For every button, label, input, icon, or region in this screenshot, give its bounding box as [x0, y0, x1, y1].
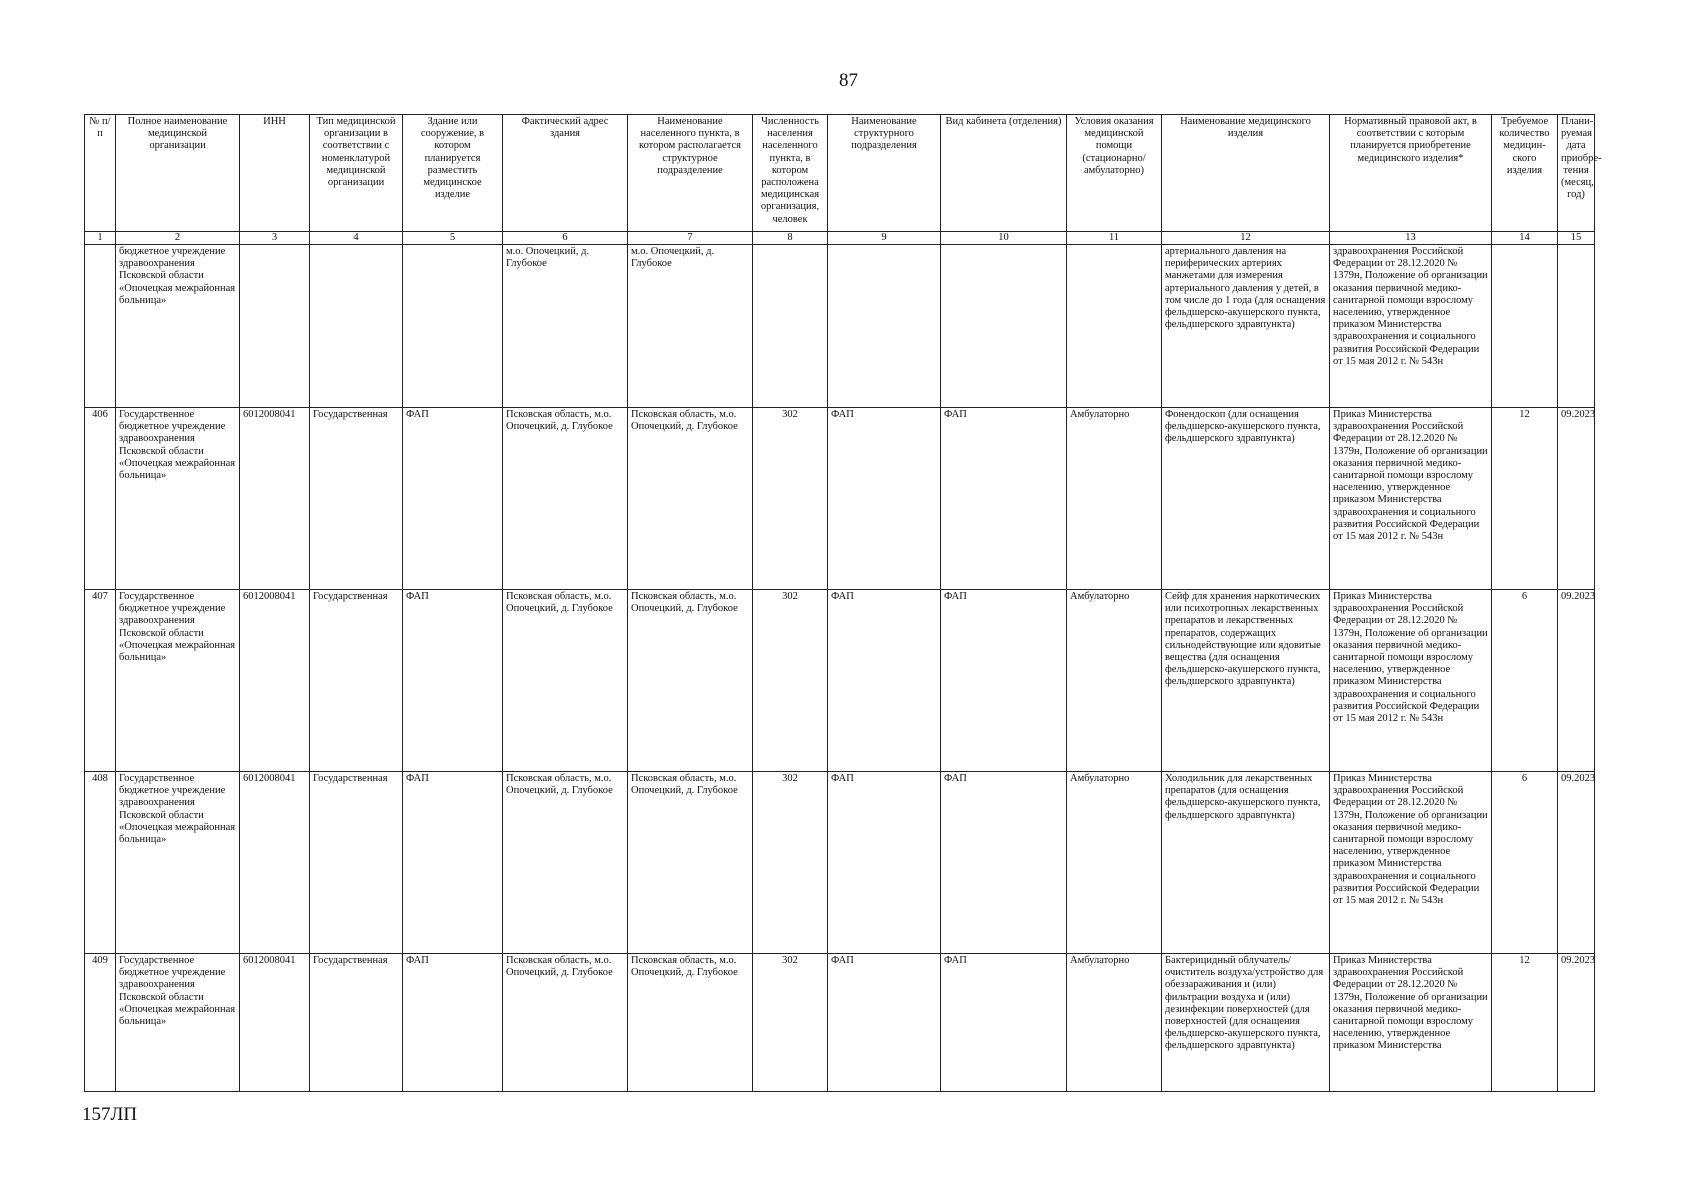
settlement: Псковская область, м.о. Опочецкий, д. Глубокое [628, 772, 753, 954]
org-type: Государственная [310, 954, 403, 1092]
building: ФАП [403, 954, 503, 1092]
table-row [85, 590, 1595, 772]
legal-act: Приказ Министерства здравоохранения Российской Федерации от 28.12.2020 № 1379н, Положение об организации оказания первичной медико-санитарной помощи взрослому населению, утвержденное приказом Министерства здравоохранения и социального развития Российской Федерации от 15 мая 2012 г. № 543н [1330, 772, 1492, 954]
settlement: Псковская область, м.о. Опочецкий, д. Глубокое [628, 408, 753, 590]
settlement: м.о. Опочецкий, д. Глубокое [628, 245, 753, 408]
row-number: 406 [85, 408, 116, 590]
inn [240, 245, 310, 408]
org-name: бюджетное учреждение здравоохранения Псковской области «Опочецкая межрайонная больница» [116, 245, 240, 408]
column-number: 10 [941, 232, 1067, 245]
row-number: 407 [85, 590, 116, 772]
conditions: Амбулаторно [1067, 590, 1162, 772]
footer-code: 157ЛП [82, 1104, 138, 1125]
unit [828, 245, 941, 408]
quantity: 12 [1492, 954, 1558, 1092]
column-number: 7 [628, 232, 753, 245]
org-type: Государственная [310, 408, 403, 590]
table-row [85, 772, 1595, 954]
header-cell: Численность населения населенного пункта, в котором расположена медицинская организация, человек [753, 115, 828, 232]
settlement: Псковская область, м.о. Опочецкий, д. Глубокое [628, 590, 753, 772]
population [753, 245, 828, 408]
quantity: 12 [1492, 408, 1558, 590]
header-cell: ИНН [240, 115, 310, 232]
conditions: Амбулаторно [1067, 772, 1162, 954]
header-cell: Фактический адрес здания [503, 115, 628, 232]
conditions [1067, 245, 1162, 408]
quantity: 6 [1492, 590, 1558, 772]
header-cell: Нормативный правовой акт, в соответствии с которым планируется приобретение медицинского изделия* [1330, 115, 1492, 232]
column-number-row [85, 232, 1595, 245]
header-cell: Наименование структурного подразделения [828, 115, 941, 232]
inn: 6012008041 [240, 772, 310, 954]
legal-act: здравоохранения Российской Федерации от 28.12.2020 № 1379н, Положение об организации оказания первичной медико-санитарной помощи взрослому населению, утвержденное приказом Министерства здравоохранения и социального развития Российской Федерации от 15 мая 2012 г. № 543н [1330, 245, 1492, 408]
address: Псковская область, м.о. Опочецкий, д. Глубокое [503, 590, 628, 772]
building: ФАП [403, 772, 503, 954]
purchase-date: 09.2023 [1558, 408, 1595, 590]
column-number: 4 [310, 232, 403, 245]
cabinet: ФАП [941, 408, 1067, 590]
device-name: Бактерицидный облучатель/очиститель воздуха/устройство для обеззараживания и (или) фильтрации воздуха и (или) дезинфекции поверхностей (для поверхностей (для оснащения фельдшерско-акушерского пункта, фельдшерского здравпункта) [1162, 954, 1330, 1092]
population: 302 [753, 408, 828, 590]
org-name: Государственное бюджетное учреждение здравоохранения Псковской области «Опочецкая межрайонная больница» [116, 590, 240, 772]
purchase-date: 09.2023 [1558, 772, 1595, 954]
column-number: 13 [1330, 232, 1492, 245]
header-cell: Требуемое количество медицин-ского изделия [1492, 115, 1558, 232]
row-number: 408 [85, 772, 116, 954]
conditions: Амбулаторно [1067, 408, 1162, 590]
device-name: Сейф для хранения наркотических или психотропных лекарственных препаратов и лекарственных препаратов, содержащих сильнодействующие или ядовитые вещества (для оснащения фельдшерско-акушерского пункта, фельдшерского здравпункта) [1162, 590, 1330, 772]
org-name: Государственное бюджетное учреждение здравоохранения Псковской области «Опочецкая межрайонная больница» [116, 954, 240, 1092]
cabinet: ФАП [941, 772, 1067, 954]
cabinet: ФАП [941, 954, 1067, 1092]
address: Псковская область, м.о. Опочецкий, д. Глубокое [503, 954, 628, 1092]
header-cell: № п/п [85, 115, 116, 232]
cabinet: ФАП [941, 590, 1067, 772]
inn: 6012008041 [240, 590, 310, 772]
purchase-date [1558, 245, 1595, 408]
unit: ФАП [828, 590, 941, 772]
column-number: 15 [1558, 232, 1595, 245]
column-number: 14 [1492, 232, 1558, 245]
purchase-date: 09.2023 [1558, 954, 1595, 1092]
address: м.о. Опочецкий, д. Глубокое [503, 245, 628, 408]
legal-act: Приказ Министерства здравоохранения Российской Федерации от 28.12.2020 № 1379н, Положение об организации оказания первичной медико-санитарной помощи взрослому населению, утвержденное приказом Министерства здравоохранения и социального развития Российской Федерации от 15 мая 2012 г. № 543н [1330, 408, 1492, 590]
legal-act: Приказ Министерства здравоохранения Российской Федерации от 28.12.2020 № 1379н, Положение об организации оказания первичной медико-санитарной помощи взрослому населению, утвержденное приказом Министерства здравоохранения и социального развития Российской Федерации от 15 мая 2012 г. № 543н [1330, 590, 1492, 772]
inn: 6012008041 [240, 954, 310, 1092]
inn: 6012008041 [240, 408, 310, 590]
unit: ФАП [828, 954, 941, 1092]
table-row [85, 245, 1595, 408]
column-number: 1 [85, 232, 116, 245]
population: 302 [753, 954, 828, 1092]
quantity: 6 [1492, 772, 1558, 954]
column-number: 2 [116, 232, 240, 245]
address: Псковская область, м.о. Опочецкий, д. Глубокое [503, 408, 628, 590]
header-cell: Наименование населенного пункта, в котором располагается структурное подразделение [628, 115, 753, 232]
settlement: Псковская область, м.о. Опочецкий, д. Глубокое [628, 954, 753, 1092]
column-number: 6 [503, 232, 628, 245]
org-name: Государственное бюджетное учреждение здравоохранения Псковской области «Опочецкая межрайонная больница» [116, 408, 240, 590]
building: ФАП [403, 408, 503, 590]
building: ФАП [403, 590, 503, 772]
page-number: 87 [839, 70, 858, 91]
row-number: 409 [85, 954, 116, 1092]
header-cell: Вид кабинета (отделения) [941, 115, 1067, 232]
table-row [85, 408, 1595, 590]
header-cell: Полное наименование медицинской организации [116, 115, 240, 232]
address: Псковская область, м.о. Опочецкий, д. Глубокое [503, 772, 628, 954]
population: 302 [753, 590, 828, 772]
purchase-date: 09.2023 [1558, 590, 1595, 772]
device-name: артериального давления на периферических артериях манжетами для измерения артериального давления у детей, в том числе до 1 года (для оснащения фельдшерско-акушерского пункта, фельдшерского здравпункта) [1162, 245, 1330, 408]
org-name: Государственное бюджетное учреждение здравоохранения Псковской области «Опочецкая межрайонная больница» [116, 772, 240, 954]
equipment-table [84, 114, 1602, 1092]
header-cell: Наименование медицинского изделия [1162, 115, 1330, 232]
table-row [85, 954, 1595, 1092]
cabinet [941, 245, 1067, 408]
unit: ФАП [828, 408, 941, 590]
quantity [1492, 245, 1558, 408]
header-cell: Здание или сооружение, в котором планируется разместить медицинское изделие [403, 115, 503, 232]
column-number: 12 [1162, 232, 1330, 245]
org-type: Государственная [310, 772, 403, 954]
unit: ФАП [828, 772, 941, 954]
column-number: 5 [403, 232, 503, 245]
header-cell: Плани-руемая дата приобре-тения (месяц, год) [1558, 115, 1595, 232]
row-number [85, 245, 116, 408]
header-row [85, 115, 1595, 232]
column-number: 9 [828, 232, 941, 245]
org-type [310, 245, 403, 408]
conditions: Амбулаторно [1067, 954, 1162, 1092]
population: 302 [753, 772, 828, 954]
device-name: Холодильник для лекарственных препаратов (для оснащения фельдшерско-акушерского пункта, фельдшерского здравпункта) [1162, 772, 1330, 954]
org-type: Государственная [310, 590, 403, 772]
header-cell: Условия оказания медицинской помощи (стационарно/ амбулаторно) [1067, 115, 1162, 232]
header-cell: Тип медицинской организации в соответствии с номенклатурой медицинской организации [310, 115, 403, 232]
column-number: 11 [1067, 232, 1162, 245]
column-number: 3 [240, 232, 310, 245]
legal-act: Приказ Министерства здравоохранения Российской Федерации от 28.12.2020 № 1379н, Положение об организации оказания первичной медико-санитарной помощи взрослому населению, утвержденное приказом Министерства [1330, 954, 1492, 1092]
device-name: Фонендоскоп (для оснащения фельдшерско-акушерского пункта, фельдшерского здравпункта) [1162, 408, 1330, 590]
building [403, 245, 503, 408]
column-number: 8 [753, 232, 828, 245]
